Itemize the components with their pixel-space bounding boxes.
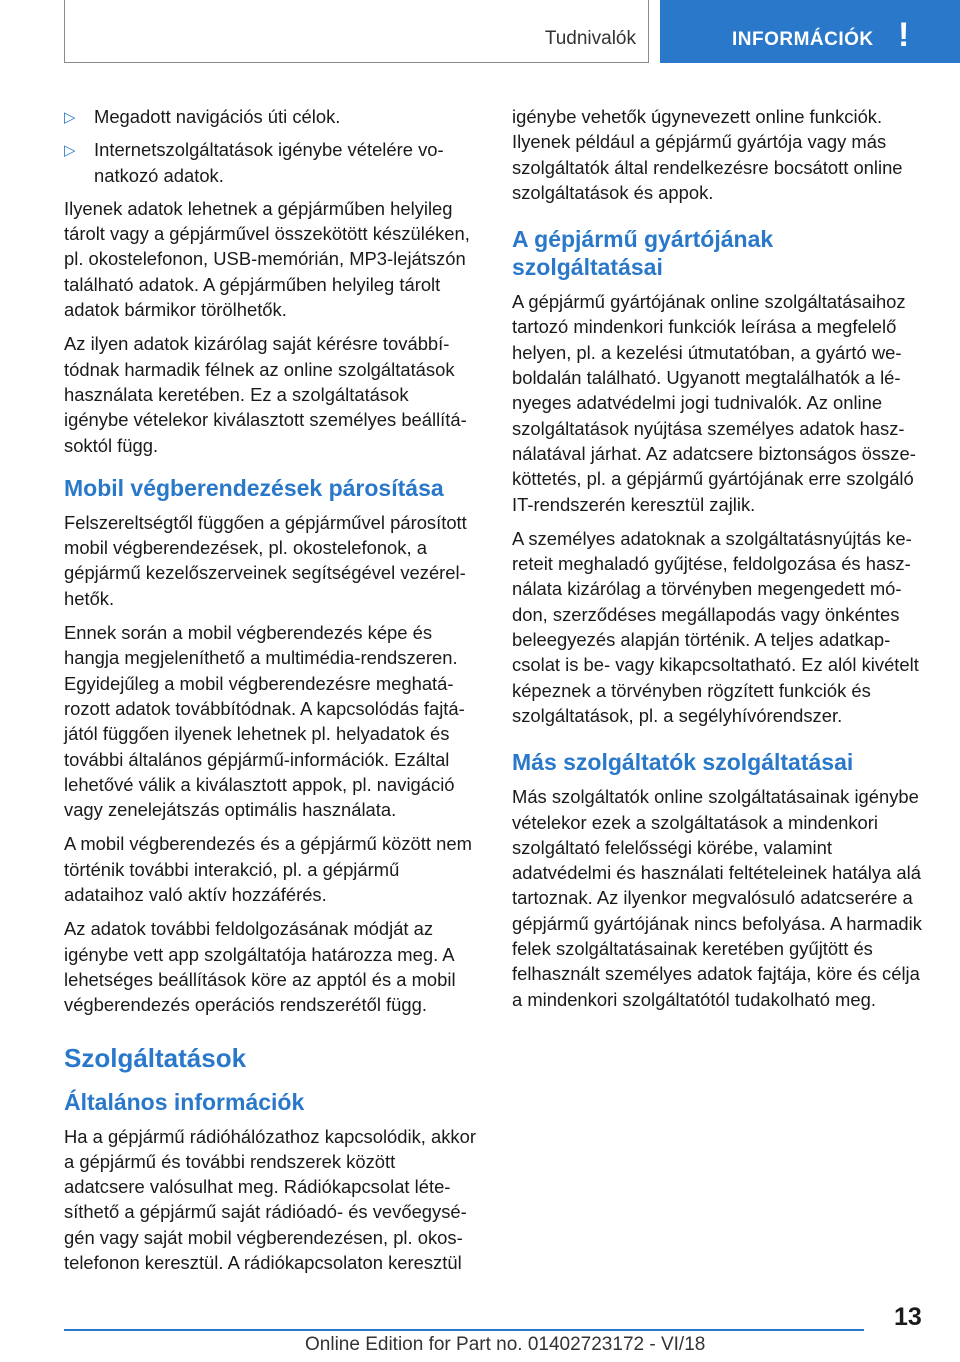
header-chapter-tab (660, 0, 960, 63)
list-item-text: Internetszolgáltatások igénybe vételére vonatkozó adatok. (94, 139, 444, 186)
page-number: 13 (894, 1303, 922, 1331)
heading-general-info: Általános információk (64, 1088, 305, 1115)
paragraph: Felszereltségtől függően a gépjárművel párosított mobil végberendezések, pl. okostelefonok, a gépjármű kezelőszerveinek segítségével vezérelhetők. (64, 511, 467, 609)
heading-services: Szolgáltatások (64, 1042, 247, 1073)
paragraph: Ennek során a mobil végberendezés képe és hangja megjeleníthető a multimédia-rendszeren. Egyidejűleg a mobil végberendezésre meghatározott adatok továbbítódnak. A kapcsolódás fajtájától függően ilyenek lehetnek pl. helyadatok és további általános gépjármű-információk. Ezáltal lehetővé válik a kiválasztott appok, pl. navigáció vagy zenelejátszás optimális használata. (64, 622, 465, 821)
paragraph: A mobil végberendezés és a gépjármű között nem történik további interakció, pl. a gépjármű adataihoz való aktív hozzáférés. (64, 833, 472, 906)
heading-mobile-pairing: Mobil végberendezések párosítása (64, 474, 444, 501)
header-section-title: Tudnivalók (544, 28, 636, 49)
paragraph: Más szolgáltatók online szolgáltatásainak igénybe vételekor ezek a szolgáltatások a mindenkori szolgáltató felelősségi körébe, valamint adatvédelmi és használati feltételeinek hatálya alá tartoznak. Az ilyenkor megvalósuló adatcserére a gépjármű gyártójának nincs befolyása. A harmadik felek szolgáltatásainak keretében gyűjtött és felhasznált személyes adatok fajtája, köre és célja a mindenkori szolgáltatótól tudakolható meg. (512, 786, 922, 1010)
bullet-list (64, 104, 476, 188)
heading-other-providers: Más szolgáltatók szolgáltatásai (512, 749, 854, 776)
paragraph: A gépjármű gyártójának online szolgáltatásaihoz tartozó mindenkori funkciók leírása a megfelelő helyen, pl. a kezelési útmutatóban, a gyártó weboldalán található. Ugyanott megtalálhatók a lényeges adatvédelmi jogi tudnivalók. Az online szolgáltatások nyújtása személyes adatok használatával járhat. Az adatcsere biztonságos összeköttetés, pl. a gépjármű gyártójának erre szolgáló IT-rendszerén keresztül zajlik. (512, 291, 916, 515)
triangle-bullet-icon: ▷ (64, 109, 76, 126)
footer-edition: Online Edition for Part no. 01402723172 - VI/18 (305, 1334, 706, 1355)
exclamation-icon: ! (898, 16, 910, 54)
paragraph: Az adatok további feldolgozásának módját az igénybe vett app szolgáltatója határozza meg. A lehetséges beállítások köre az apptól és a mobil végberendezés operációs rendszerétől függ. (64, 918, 456, 1016)
triangle-bullet-icon: ▷ (64, 142, 76, 160)
paragraph: Ha a gépjármű rádióhálózathoz kapcsolódik, akkor a gépjármű és további rendszerek között adatcsere valósulhat meg. Rádiókapcsolat létesíthető a gépjármű saját rádióadó- és vevőegységén vagy saját mobil végberendezésen, pl. okostelefonon keresztül. A rádiókapcsolaton keresztül (64, 1125, 476, 1273)
paragraph: A személyes adatoknak a szolgáltatásnyújtás kereteit meghaladó gyűjtése, feldolgozása és használata kizárólag a törvényben megengedett módon, szerződéses megállapodás vagy önkéntes beleegyezés alapján történik. A teljes adatkapcsolat is be- vagy kikapcsoltatható. Ez alól kivételt képeznek a törvényben rögzített funkciók és szolgáltatások, pl. a segélyhívórendszer. (512, 527, 919, 726)
right-column (512, 104, 924, 1021)
heading-manufacturer-services: A gépjármű gyártójának szolgáltatásai (512, 226, 774, 281)
chapter-tab-label: INFORMÁCIÓK (732, 29, 874, 50)
list-item (64, 104, 476, 129)
paragraph: igénybe vehetők úgynevezett online funkciók. Ilyenek például a gépjármű gyártója vagy más szolgáltatók által rendelkezésre bocsátott online szolgáltatások és appok. (512, 106, 903, 203)
list-item (64, 137, 476, 188)
footer-divider (64, 1329, 864, 1331)
list-item-text: Megadott navigációs úti célok. (94, 106, 341, 127)
paragraph: Ilyenek adatok lehetnek a gépjárműben helyileg tárolt vagy a gépjárművel összekötött készüléken, pl. okostelefonon, USB-memórián, MP3-lejátszón található adatok. A gépjárműben helyileg tárolt adatok bármikor törölhetők. (64, 197, 470, 321)
paragraph: Az ilyen adatok kizárólag saját kérésre továbbítódnak harmadik félnek az online szolgáltatások használata keretében. Ez a szolgáltatások igénybe vételekor kiválasztott személyes beállításoktól függ. (64, 333, 467, 456)
left-column (64, 104, 476, 1284)
